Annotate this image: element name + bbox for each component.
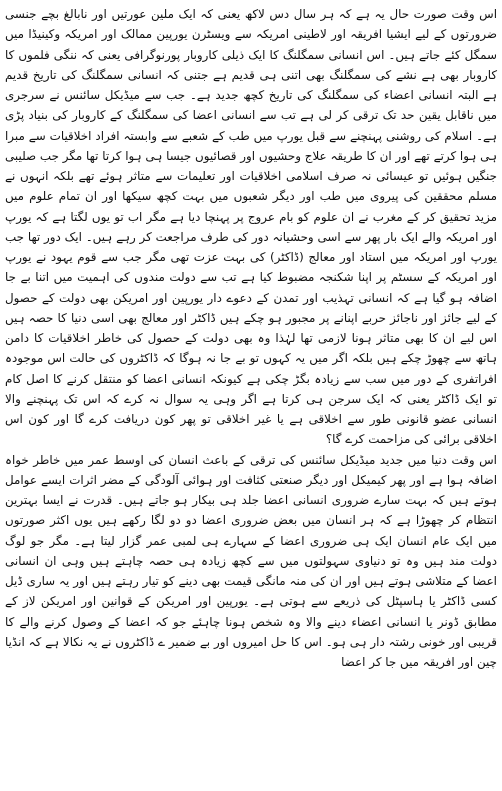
article-paragraph-1: اس وقت صورت حال یہ ہے کہ ہر سال دس لاکھ یعنی کہ ایک ملین عورتیں اور نابالغ بچے جنسی ضرورتوں کے لیے ایشیا افریقہ اور لاطینی امریکہ سے ویسٹرن یورپین ممالک اور امریکہ وکینیڈا میں سمگل کئے جاتے ہیں۔ اس انسانی سمگلنگ کا ایک ذیلی کاروبار پورنوگرافی یعنی کہ ننگی فلموں کا کاروبار بھی ہے نشے کی سمگلنگ بھی اتنی ہی قدیم ہے جتنی کہ انسانی سمگلنگ کی تاریخ قدیم ہے البتہ انسانی اعضاء کی سمگلنگ کی تاریخ کچھ جدید ہے۔ جب سے میڈیکل سائنس نے سرجری میں ناقابل یقین حد تک ترقی کر لی ہے تب سے انسانی اعضا کی سمگلنگ کے کاروبار کی بنیاد پڑی ہے۔ اسلام کی روشنی پہنچنے سے قبل یورپ میں طب کے شعبے سے وابستہ افراد اخلاقیات سے مبرا ہی ہوا کرتے تھے اور ان کا طریقہ علاج وحشیوں اور قصائیوں جیسا ہی ہوا کرتا تھا مگر جب صلیبی جنگیں ہوئیں تو عیسائی نہ صرف اسلامی اخلاقیات اور تعلیمات سے متاثر ہوئے تھے بلکہ انہوں نے مسلم محققین کی پیروی میں طب اور دیگر شعبوں میں بہت کچھ سیکھا اور ان تمام علوم میں مزید تحقیق کر کے مغرب نے ان علوم کو بام عروج پر پہنچا دیا ہے مگر اب تو یوں لگتا ہے کہ یورپ اور امریکہ والے ایک بار پھر سے اسی وحشیانہ دور کی طرف مراجعت کر رہے ہیں۔ ایک دور تھا جب یورپ اور امریکہ میں استاد اور معالج (ڈاکٹر) کی بہت عزت تھی مگر جب سے قوم یہود نے یورپ اور امریکہ کے سسٹم پر اپنا شکنجہ مضبوط کیا ہے تب سے دولت مندوں کی اہمیت میں اتنا بے جا اضافہ ہو گیا ہے کہ انسانی تہذیب اور تمدن کے دعوے دار یورپین اور امریکن بھی دولت کے حصول کے لیے جائز اور ناجائز حربے اپنانے پر مجبور ہو چکے ہیں ڈاکٹر اور معالج بھی اسی دنیا کا حصہ ہیں اس لیے ان کا بھی متاثر ہونا لازمی تھا لہٰذا وہ بھی دولت کے حصول کی خاطر اخلاقیات کا دامن ہاتھ سے چھوڑ چکے ہیں بلکہ اگر میں یہ کہوں تو بے جا نہ ہوگا کہ ڈاکٹروں کی حالت اس موجودہ افراتفری کے دور میں سب سے زیادہ بگڑ چکی ہے کیونکہ انسانی اعضا کو منتقل کرنے کا اصل کام تو ایک ڈاکٹر یعنی کہ ایک سرجن ہی کرتا ہے اگر وہی یہ سوال نہ کرے کہ اس تک پہنچنے والا انسانی عضو قانونی طور سے اخلاقی ہے یا غیر اخلاقی تو پھر کون دریافت کرے گا اور کون اس اخلاقی برائی کی مزاحمت کرے گا؟	[5, 7, 497, 447]
article-paragraph-2: اس وقت دنیا میں جدید میڈیکل سائنس کی ترقی کے باعث انسان کی اوسط عمر میں خاطر خواہ اضافہ ہوا ہے اور پھر کیمیکل اور دیگر صنعتی کثافت اور ہوائی آلودگی کے مضر اثرات ایسے عوامل ہوتے ہیں کہ بہت سارے ضروری انسانی اعضا جلد ہی بیکار ہو جاتے ہیں۔ قدرت نے ایسا بہترین انتظام کر چھوڑا ہے کہ ہر انسان میں بعض ضروری اعضا دو دو لگا رکھے ہیں یوں اکثر صورتوں میں ایک عام انسان ایک ہی ضروری اعضا کے سہارے ہی لمبی عمر گزار لیتا ہے۔ مگر جو لوگ دولت مند ہیں وہ تو دنیاوی سہولتوں میں سے کچھ زیادہ ہی حصہ چاہتے ہیں وہی ان انسانی اعضا کے متلاشی ہوتے ہیں اور ان کی منہ مانگی قیمت بھی دینے کو تیار رہتے ہیں اور یہ ساری ڈیل کسی ڈاکٹر یا ہاسپٹل کی ذریعے سے ہوتی ہے۔ یورپین اور امریکن کے قوانین اور امریکن لاز کے مطابق ڈونر یا انسانی اعضاء دینے والا وہ شخص ہونا چاہئے جو کہ اعضا کے وصول کرنے والے کا قریبی اور خونی رشتہ دار ہی ہو۔ اس کا حل امیروں اور بے ضمیر ے ڈاکٹروں نے یہ نکالا ہے کہ انڈیا چین اور افریقہ میں جا کر اعضا	[5, 452, 497, 669]
